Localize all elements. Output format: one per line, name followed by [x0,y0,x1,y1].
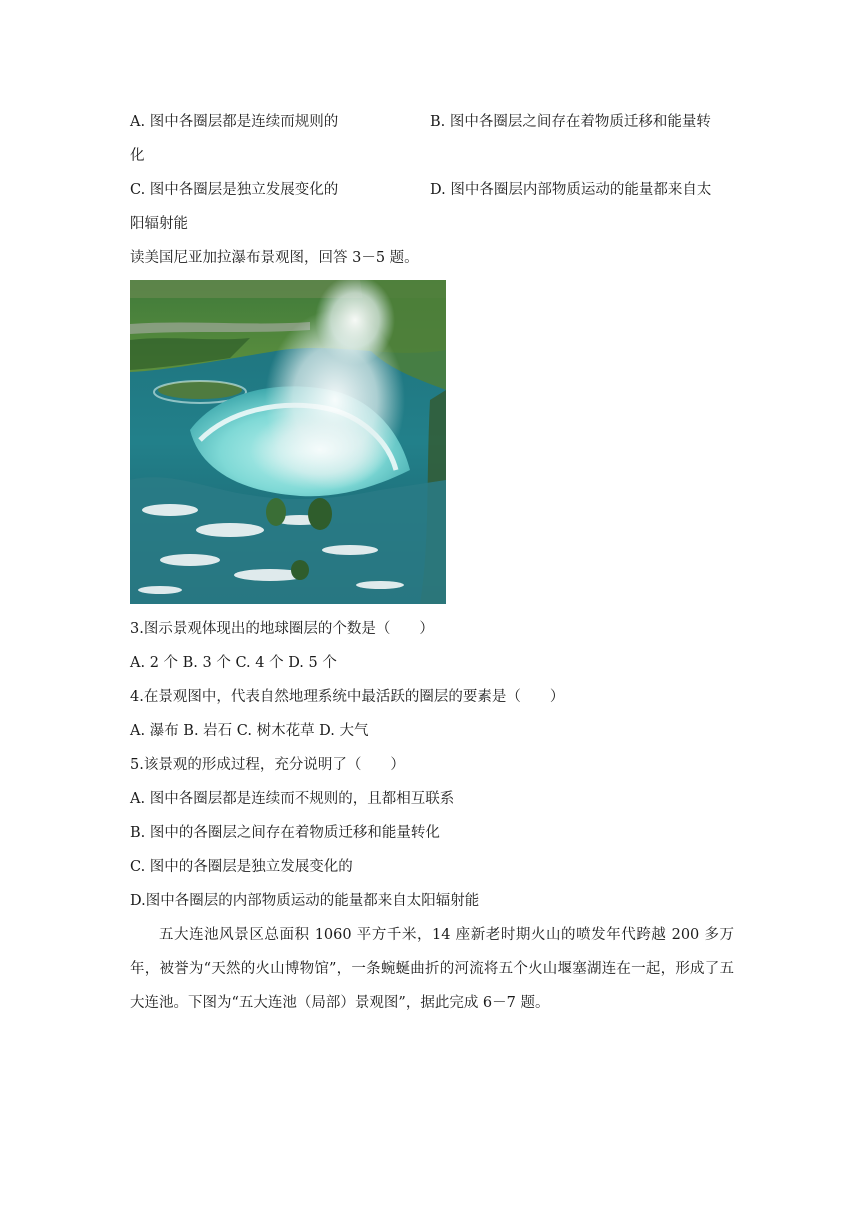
option-2a: A. 图中各圈层都是连续而规则的 [130,114,339,130]
question-4-options: A. 瀑布 B. 岩石 C. 树木花草 D. 大气 [130,723,369,739]
question-5-stem: 5.该景观的形成过程，充分说明了（ ） [130,757,405,773]
question-5-option-a: A. 图中各圈层都是连续而不规则的，且都相互联系 [130,791,455,807]
paragraph-wudalianchi: 五大连池风景区总面积 1060 平方千米，14 座新老时期火山的喷发年代跨越 200 多万年，被誉为“天然的火山博物馆”，一条蜿蜒曲折的河流将五个火山堰塞湖连在一起，形成了五大连池。下图为“五大连池（局部）景观图”，据此完成 6－7 题。 [130,927,734,1011]
question-3-options: A. 2 个 B. 3 个 C. 4 个 D. 5 个 [130,655,337,671]
option-2b-continued: 化 [130,148,145,164]
question-5-option-b: B. 图中的各圈层之间存在着物质迁移和能量转化 [130,825,440,841]
question-4-stem: 4.在景观图中，代表自然地理系统中最活跃的圈层的要素是（ ） [130,689,565,705]
question-5-option-d: D.图中各圈层的内部物质运动的能量都来自太阳辐射能 [130,893,480,909]
option-2d-continued: 阳辐射能 [130,216,188,232]
option-2c: C. 图中各圈层是独立发展变化的 [130,182,339,198]
niagara-falls-photo [130,280,446,604]
intro-text: 读美国尼亚加拉瀑布景观图，回答 3－5 题。 [130,250,419,266]
question-5-option-c: C. 图中的各圈层是独立发展变化的 [130,859,353,875]
option-2d: D. 图中各圈层内部物质运动的能量都来自太 [430,182,712,198]
question-3-stem: 3.图示景观体现出的地球圈层的个数是（ ） [130,621,434,637]
option-2b: B. 图中各圈层之间存在着物质迁移和能量转 [430,114,711,130]
